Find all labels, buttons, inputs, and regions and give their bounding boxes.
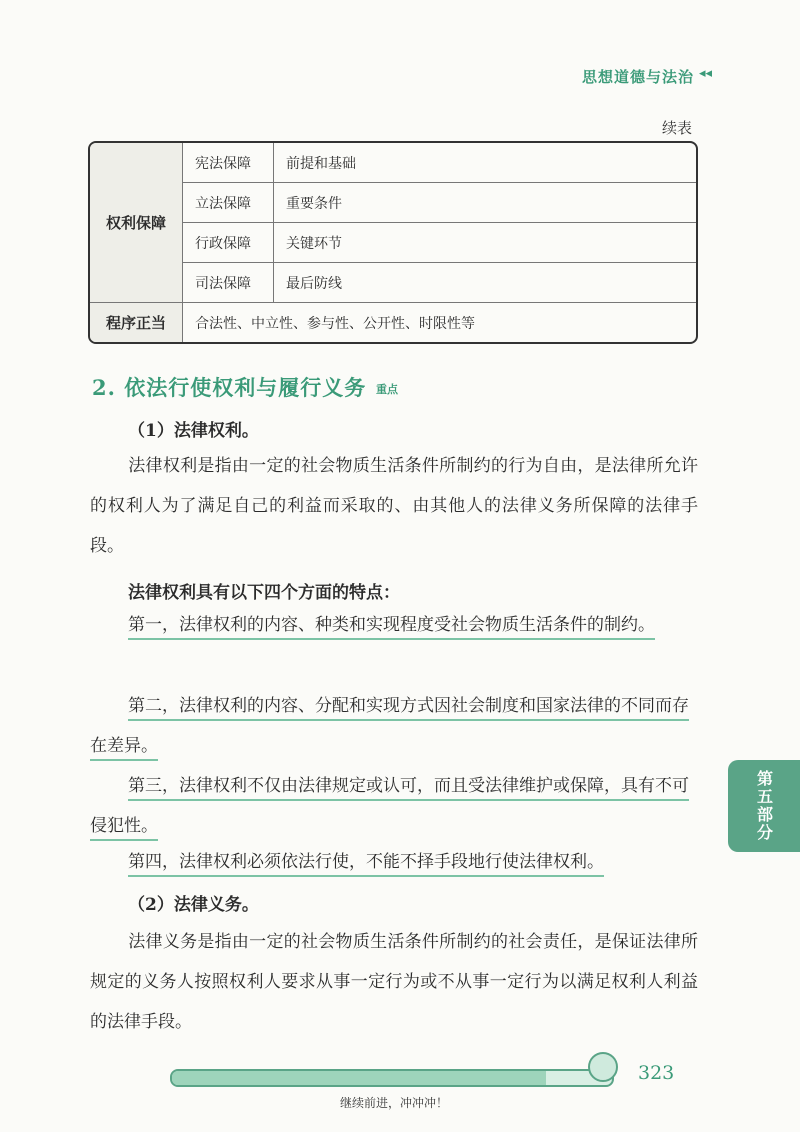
section-title: 2. 依法行使权利与履行义务 [92, 375, 367, 400]
guarantee-desc: 前提和基础 [274, 143, 696, 183]
feature-item [90, 605, 698, 645]
progress-bar [170, 1069, 614, 1087]
rights-definition [90, 446, 698, 566]
guarantee-type: 行政保障 [183, 223, 274, 263]
mascot-icon [588, 1052, 618, 1082]
feature-text: 第一，法律权利的内容、种类和实现程度受社会物质生活条件的制约。 [128, 615, 655, 635]
rights-definition-text: 法律权利是指由一定的社会物质生活条件所制约的行为自由，是法律所允许的权利人为了满足自己的利益而采取的、由其他人的法律义务所保障的法律手段。 [90, 456, 698, 556]
header-title: 思想道德与法治 [581, 68, 694, 86]
rights-guarantee-table [88, 141, 698, 344]
guarantee-type: 立法保障 [183, 183, 274, 223]
features-heading: 法律权利具有以下四个方面的特点： [128, 583, 400, 603]
guarantee-desc: 最后防线 [274, 263, 696, 303]
guarantee-type: 司法保障 [183, 263, 274, 303]
feature-text: 第二，法律权利的内容、分配和实现方式因社会制度和国家法律的不同而存在差异。 [90, 696, 689, 756]
table-row [90, 143, 696, 183]
table-row [90, 303, 696, 342]
part-tab-label: 第五部分 [754, 770, 774, 842]
duties-heading: （2）法律义务。 [128, 895, 259, 915]
guarantee-desc: 关键环节 [274, 223, 696, 263]
page-number: 323 [638, 1062, 675, 1084]
progress-fill [172, 1071, 546, 1085]
duties-definition [90, 922, 698, 1042]
header-arrows-icon: ◂◂ [698, 66, 712, 81]
key-point-badge: 重点 [376, 383, 398, 396]
feature-item [90, 686, 698, 766]
guarantee-type: 宪法保障 [183, 143, 274, 183]
feature-item [90, 842, 698, 882]
procedure-label: 程序正当 [90, 303, 183, 342]
group-label: 权利保障 [90, 143, 183, 303]
feature-item [90, 766, 698, 846]
rights-heading: （1）法律权利。 [128, 421, 259, 441]
part-tab [728, 760, 800, 852]
procedure-desc: 合法性、中立性、参与性、公开性、时限性等 [195, 315, 475, 332]
footer-slogan: 继续前进，冲冲冲！ [340, 1096, 449, 1110]
continued-label: 续表 [661, 119, 692, 137]
feature-text: 第三，法律权利不仅由法律规定或认可，而且受法律维护或保障，具有不可侵犯性。 [90, 776, 689, 836]
guarantee-desc: 重要条件 [274, 183, 696, 223]
duties-definition-text: 法律义务是指由一定的社会物质生活条件所制约的社会责任，是保证法律所规定的义务人按照权利人要求从事一定行为或不从事一定行为以满足权利人利益的法律手段。 [90, 932, 698, 1032]
feature-text: 第四，法律权利必须依法行使，不能不择手段地行使法律权利。 [128, 852, 604, 872]
